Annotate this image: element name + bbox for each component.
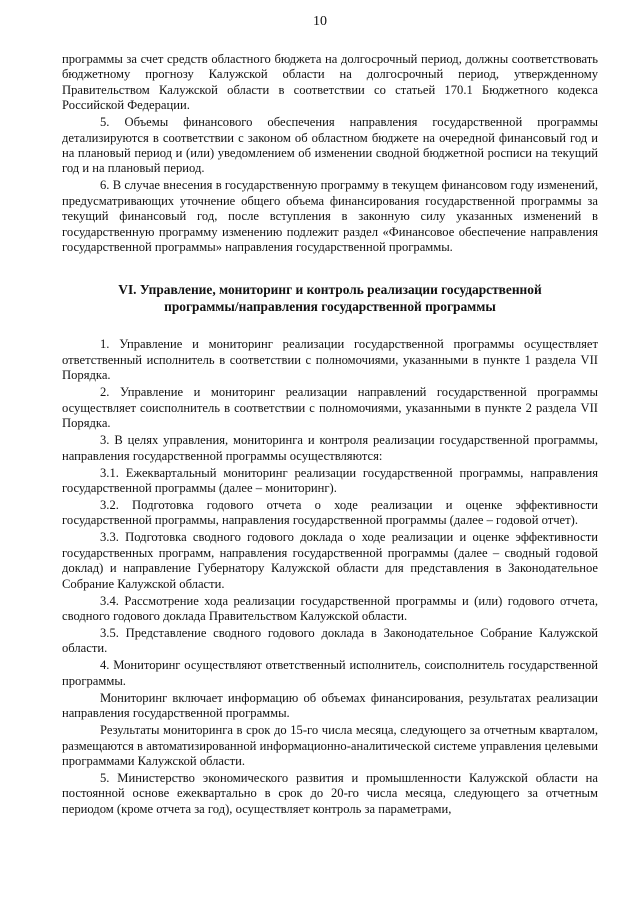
paragraph-vi-2: 2. Управление и мониторинг реализации направлений государственной программы осуществляет соисполнитель в соответствии с полномочиями, указанными в пункте 2 раздела VII Порядка. — [62, 385, 598, 431]
paragraph-vi-3-1: 3.1. Ежеквартальный мониторинг реализации государственной программы, направления государственной программы (далее – мониторинг). — [62, 465, 598, 495]
paragraph-monitoring-results: Результаты мониторинга в срок до 15-го числа месяца, следующего за отчетным кварталом, размещаются в автоматизированной информационно-аналитической системе управления целевыми программами Калужской области. — [62, 723, 598, 768]
paragraph-vi-3-2: 3.2. Подготовка годового отчета о ходе реализации и оценке эффективности государственной программы, направления государственной программы (далее – годовой отчет). — [62, 497, 598, 528]
paragraph-6: 6. В случае внесения в государственную программу в текущем финансовом году изменений, предусматривающих уточнение общего объема финансирования государственной программы за текущий финансовый год, после вступления в законную силу указанных изменений в государственную программу изменению подлежит раздел «Финансовое обеспечение направления государственной программы» направления государственной программы. — [62, 178, 598, 255]
paragraph-vi-3-4: 3.4. Рассмотрение хода реализации государственной программы и (или) годового отчета, сводного годового доклада Правительством Калужской области. — [62, 593, 598, 623]
paragraph-vi-1: 1. Управление и мониторинг реализации государственной программы осуществляет ответственный исполнитель в соответствии с полномочиями, указанными в пункте 1 раздела VII Порядка. — [62, 337, 598, 383]
paragraph-vi-3: 3. В целях управления, мониторинга и контроля реализации государственной программы, направления государственной программы осуществляются: — [62, 433, 598, 463]
section-heading: VI. Управление, мониторинг и контроль реализации государственной программы/направления государственной программы — [118, 282, 542, 315]
paragraph-5: 5. Объемы финансового обеспечения направления государственной программы детализируются в соответствии с законом об областном бюджете на очередной финансовый год и на плановый период и (или) уведомлением об изменении сводной бюджетной росписи на текущий год и на плановый период. — [62, 115, 598, 176]
paragraph-vi-3-5: 3.5. Представление сводного годового доклада в Законодательное Собрание Калужской области. — [62, 625, 598, 656]
paragraph-vi-5: 5. Министерство экономического развития и промышленности Калужской области на постоянной основе ежеквартально в срок до 20-го числа месяца, следующего за отчетным периодом (кроме отчета за год), осуществляет контроль за параметрами, — [62, 770, 598, 816]
paragraph-monitoring-includes: Мониторинг включает информацию об объемах финансирования, результатах реализации направления государственной программы. — [62, 690, 598, 721]
document-body — [62, 52, 598, 819]
paragraph-vi-3-3: 3.3. Подготовка сводного годового доклада о ходе реализации и оценке эффективности государственных программ, направления государственной программы (далее – сводный годовой доклад) и направление Губернатору Калужской области для представления в Законодательное Собрание Калужской области. — [62, 530, 598, 591]
page-number: 10 — [313, 14, 327, 29]
paragraph-vi-4: 4. Мониторинг осуществляют ответственный исполнитель, соисполнитель государственной программы. — [62, 658, 598, 688]
paragraph-continuation: программы за счет средств областного бюджета на долгосрочный период, должны соответствовать бюджетному прогнозу Калужской области на долгосрочный период, утвержденному Правительством Калужской области в соответствии со статьей 170.1 Бюджетного кодекса Российской Федерации. — [62, 52, 598, 113]
